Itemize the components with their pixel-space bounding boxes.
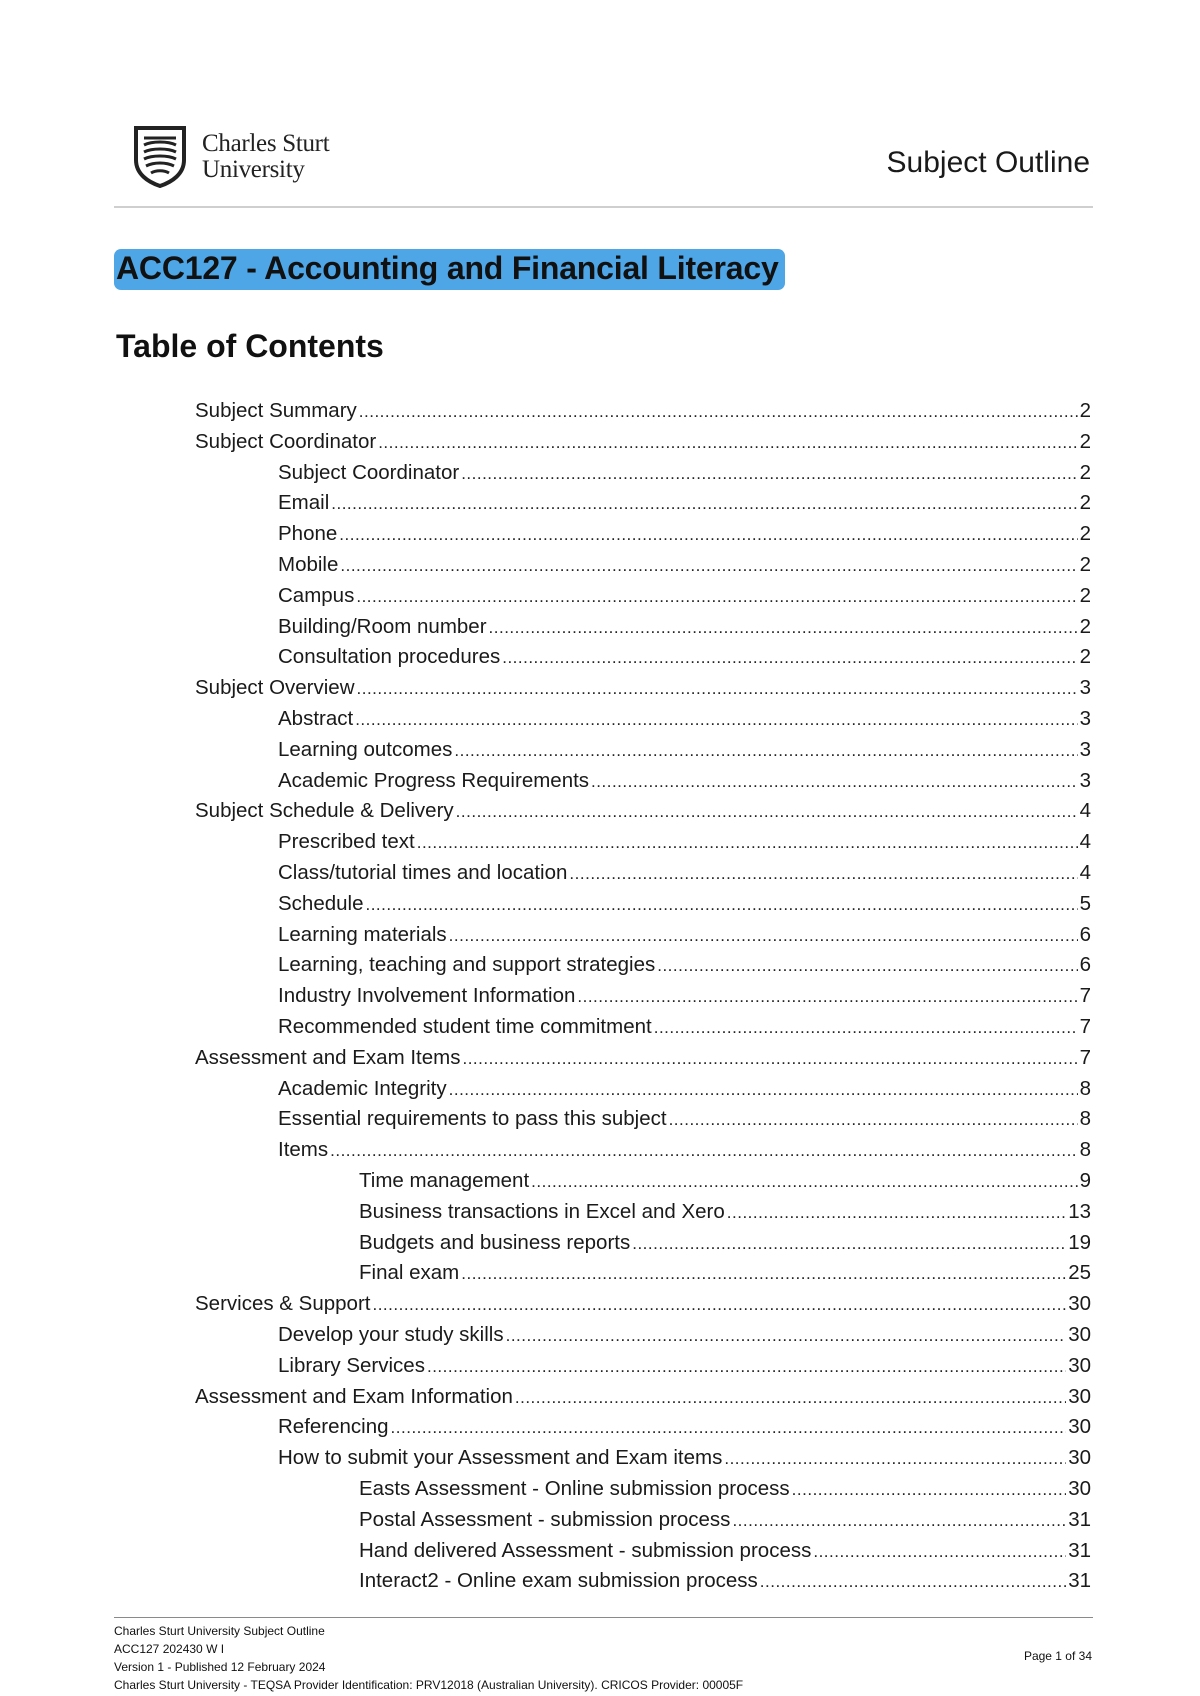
toc-dot-leader <box>632 1234 1066 1254</box>
toc-entry[interactable] <box>195 799 1091 829</box>
toc-dot-leader <box>331 494 1077 514</box>
toc-entry[interactable] <box>278 830 1091 860</box>
toc-entry-label: Consultation procedures <box>278 645 501 669</box>
toc-entry[interactable] <box>195 676 1091 706</box>
toc-entry[interactable] <box>278 923 1091 953</box>
toc-entry-label: Library Services <box>278 1353 425 1377</box>
toc-entry-page: 25 <box>1068 1261 1091 1285</box>
toc-heading: Table of Contents <box>116 328 384 364</box>
toc-entry-label: Learning, teaching and support strategies <box>278 953 656 977</box>
toc-entry-label: Postal Assessment - submission process <box>359 1507 731 1531</box>
toc-entry[interactable] <box>278 1015 1091 1045</box>
toc-dot-leader <box>489 618 1078 638</box>
toc-dot-leader <box>339 525 1077 545</box>
toc-dot-leader <box>462 1049 1077 1069</box>
toc-entry-label: Subject Summary <box>195 399 357 422</box>
toc-dot-leader <box>417 833 1078 853</box>
toc-dot-leader <box>531 1172 1077 1192</box>
toc-entry-page: 2 <box>1079 645 1091 669</box>
logo-line-2: University <box>202 156 305 183</box>
toc-entry-page: 6 <box>1079 922 1091 946</box>
toc-entry-label: Develop your study skills <box>278 1323 504 1346</box>
toc-dot-leader <box>365 895 1077 915</box>
toc-dot-leader <box>654 1018 1078 1038</box>
toc-entry[interactable] <box>359 1539 1091 1569</box>
toc-entry-page: 4 <box>1079 830 1091 854</box>
crest-icon <box>132 126 188 188</box>
toc-entry-page: 2 <box>1079 614 1091 638</box>
toc-entry-label: Learning outcomes <box>278 737 453 761</box>
toc-entry-page: 2 <box>1079 522 1091 546</box>
toc-entry-page: 30 <box>1068 1292 1091 1316</box>
toc-entry-page: 31 <box>1068 1507 1091 1531</box>
toc-entry[interactable] <box>278 1138 1091 1168</box>
toc-entry-page: 8 <box>1079 1076 1091 1100</box>
university-logo <box>132 126 329 188</box>
toc-dot-leader <box>456 802 1078 822</box>
toc-entry-page: 30 <box>1068 1446 1091 1470</box>
toc-dot-leader <box>727 1203 1066 1223</box>
toc-entry-label: Items <box>278 1138 329 1162</box>
toc-entry-page: 7 <box>1079 1045 1091 1069</box>
toc-entry-label: Final exam <box>359 1261 460 1285</box>
toc-dot-leader <box>449 926 1078 946</box>
toc-dot-leader <box>340 556 1077 576</box>
logo-wordmark <box>202 131 329 183</box>
toc-entry[interactable] <box>195 430 1091 460</box>
toc-entry-page: 2 <box>1079 491 1091 515</box>
toc-entry-page: 30 <box>1068 1415 1091 1439</box>
toc-entry-label: Subject Overview <box>195 676 355 700</box>
toc-entry[interactable] <box>278 615 1091 645</box>
toc-entry-page: 5 <box>1079 891 1091 915</box>
toc-dot-leader <box>591 772 1078 792</box>
toc-entry-page: 30 <box>1068 1353 1091 1377</box>
toc-entry-label: Learning materials <box>278 922 447 946</box>
toc-dot-leader <box>391 1418 1067 1438</box>
toc-entry-page: 2 <box>1079 553 1091 576</box>
toc-entry-label: Academic Progress Requirements <box>278 768 590 792</box>
toc-dot-leader <box>669 1110 1078 1130</box>
toc-dot-leader <box>515 1388 1066 1408</box>
toc-entry-label: How to submit your Assessment and Exam items <box>278 1446 723 1470</box>
toc-dot-leader <box>359 402 1078 422</box>
toc-dot-leader <box>724 1449 1066 1469</box>
toc-entry-label: Business transactions in Excel and Xero <box>359 1199 725 1223</box>
toc-entry-label: Interact2 - Online exam submission process <box>359 1569 758 1593</box>
toc-entry-label: Referencing <box>278 1415 389 1439</box>
toc-dot-leader <box>378 433 1077 453</box>
toc-entry-label: Time management <box>359 1169 530 1192</box>
toc-entry[interactable] <box>359 1200 1091 1230</box>
toc-entry[interactable] <box>278 491 1091 521</box>
toc-entry-label: Recommended student time commitment <box>278 1015 652 1038</box>
toc-entry-label: Subject Coordinator <box>278 460 460 484</box>
toc-entry[interactable] <box>278 522 1091 552</box>
toc-entry[interactable] <box>278 461 1091 491</box>
toc-entry-page: 30 <box>1068 1477 1091 1500</box>
toc-entry-page: 9 <box>1079 1169 1091 1192</box>
toc-entry-label: Budgets and business reports <box>359 1230 631 1254</box>
toc-dot-leader <box>372 1295 1066 1315</box>
footer <box>114 1622 743 1694</box>
toc-entry-label: Assessment and Exam Information <box>195 1384 513 1408</box>
toc-entry-label: Academic Integrity <box>278 1076 447 1100</box>
toc-entry-label: Schedule <box>278 891 364 915</box>
toc-entry[interactable] <box>195 1046 1091 1076</box>
toc-entry-label: Services & Support <box>195 1292 371 1316</box>
toc-entry-label: Prescribed text <box>278 830 415 854</box>
toc-entry-label: Class/tutorial times and location <box>278 861 568 884</box>
footer-line-4: Charles Sturt University - TEQSA Provider Identification: PRV12018 (Australian University). CRICOS Provider: 00005F <box>114 1678 744 1692</box>
toc-entry-page: 2 <box>1079 460 1091 484</box>
toc-entry-page: 6 <box>1079 953 1091 977</box>
toc-dot-leader <box>330 1141 1077 1161</box>
toc-entry[interactable] <box>278 984 1091 1014</box>
toc-entry[interactable] <box>278 645 1091 675</box>
toc-entry-page: 30 <box>1068 1384 1091 1408</box>
footer-line-2: ACC127 202430 W I <box>114 1642 225 1656</box>
toc-entry-label: Email <box>278 491 330 515</box>
toc-entry[interactable] <box>278 738 1091 768</box>
subject-title: ACC127 - Accounting and Financial Literacy <box>114 249 785 290</box>
toc-entry[interactable] <box>195 1292 1091 1322</box>
toc-entry[interactable] <box>278 1323 1091 1353</box>
toc-dot-leader <box>577 987 1077 1007</box>
toc-entry[interactable] <box>195 399 1091 429</box>
toc-entry[interactable] <box>278 1446 1091 1476</box>
toc-entry[interactable] <box>278 892 1091 922</box>
toc-entry-page: 7 <box>1079 984 1091 1008</box>
toc-entry-page: 2 <box>1079 583 1091 607</box>
toc-entry-page: 3 <box>1079 676 1091 700</box>
toc-entry-page: 4 <box>1079 799 1091 823</box>
footer-line-3: Version 1 - Published 12 February 2024 <box>114 1660 326 1674</box>
toc-entry[interactable] <box>359 1261 1091 1291</box>
toc-entry[interactable] <box>359 1569 1091 1599</box>
toc-entry[interactable] <box>278 1077 1091 1107</box>
header-divider <box>114 206 1093 208</box>
toc-entry-label: Building/Room number <box>278 614 487 638</box>
toc-entry-page: 4 <box>1079 861 1091 884</box>
toc-entry-label: Campus <box>278 583 355 607</box>
toc-dot-leader <box>657 956 1077 976</box>
toc-entry-page: 8 <box>1079 1138 1091 1162</box>
toc-entry[interactable] <box>278 861 1091 891</box>
toc-dot-leader <box>427 1357 1066 1377</box>
toc-dot-leader <box>760 1572 1066 1592</box>
document-type: Subject Outline <box>886 146 1090 179</box>
toc-dot-leader <box>732 1511 1066 1531</box>
toc-entry-page: 30 <box>1068 1323 1091 1346</box>
toc-entry[interactable] <box>278 1354 1091 1384</box>
page-indicator: Page 1 of 34 <box>1023 1649 1092 1663</box>
footer-divider <box>114 1617 1093 1618</box>
toc-entry-page: 31 <box>1068 1538 1091 1562</box>
toc-dot-leader <box>355 710 1077 730</box>
toc-entry-page: 3 <box>1079 707 1091 730</box>
toc-dot-leader <box>506 1326 1067 1346</box>
toc-entry-page: 3 <box>1079 737 1091 761</box>
toc-entry-page: 8 <box>1079 1107 1091 1131</box>
toc-entry[interactable] <box>195 1385 1091 1415</box>
toc-entry-label: Subject Schedule & Delivery <box>195 799 454 823</box>
toc-entry-label: Abstract <box>278 707 354 730</box>
toc-dot-leader <box>356 587 1077 607</box>
toc-entry-label: Subject Coordinator <box>195 429 377 453</box>
toc-entry[interactable] <box>278 1107 1091 1137</box>
toc-entry[interactable] <box>359 1508 1091 1538</box>
toc-entry-page: 13 <box>1068 1199 1091 1223</box>
toc-entry-page: 19 <box>1068 1230 1091 1254</box>
toc-entry[interactable] <box>278 553 1091 583</box>
toc-entry[interactable] <box>359 1169 1091 1199</box>
toc-entry[interactable] <box>359 1477 1091 1507</box>
toc-dot-leader <box>502 648 1077 668</box>
toc-entry-label: Essential requirements to pass this subject <box>278 1107 667 1131</box>
toc-entry-label: Assessment and Exam Items <box>195 1045 461 1069</box>
toc-entry[interactable] <box>278 953 1091 983</box>
toc-dot-leader <box>569 864 1077 884</box>
toc-entry-page: 3 <box>1079 768 1091 792</box>
footer-line-1: Charles Sturt University Subject Outline <box>114 1624 325 1638</box>
toc-entry-page: 2 <box>1079 399 1091 422</box>
title-wrapper <box>114 249 785 290</box>
toc-entry-page: 31 <box>1068 1569 1091 1593</box>
toc-entry-label: Industry Involvement Information <box>278 984 576 1008</box>
toc-entry-label: Hand delivered Assessment - submission process <box>359 1538 812 1562</box>
toc-dot-leader <box>813 1542 1066 1562</box>
toc-entry-label: Easts Assessment - Online submission process <box>359 1477 790 1500</box>
toc-entry[interactable] <box>278 584 1091 614</box>
logo-line-1: Charles Sturt <box>202 130 330 157</box>
toc-entry[interactable] <box>278 1415 1091 1445</box>
toc-dot-leader <box>461 1264 1066 1284</box>
toc-entry-label: Mobile <box>278 553 339 576</box>
toc-entry[interactable] <box>278 769 1091 799</box>
toc-dot-leader <box>449 1080 1078 1100</box>
toc-entry-page: 2 <box>1079 429 1091 453</box>
toc-dot-leader <box>461 464 1077 484</box>
toc-entry[interactable] <box>278 707 1091 737</box>
toc-dot-leader <box>792 1480 1067 1500</box>
toc-entry-label: Phone <box>278 522 338 546</box>
toc-dot-leader <box>357 679 1078 699</box>
toc-entry[interactable] <box>359 1231 1091 1261</box>
toc-dot-leader <box>454 741 1077 761</box>
toc-entry-page: 7 <box>1079 1015 1091 1038</box>
